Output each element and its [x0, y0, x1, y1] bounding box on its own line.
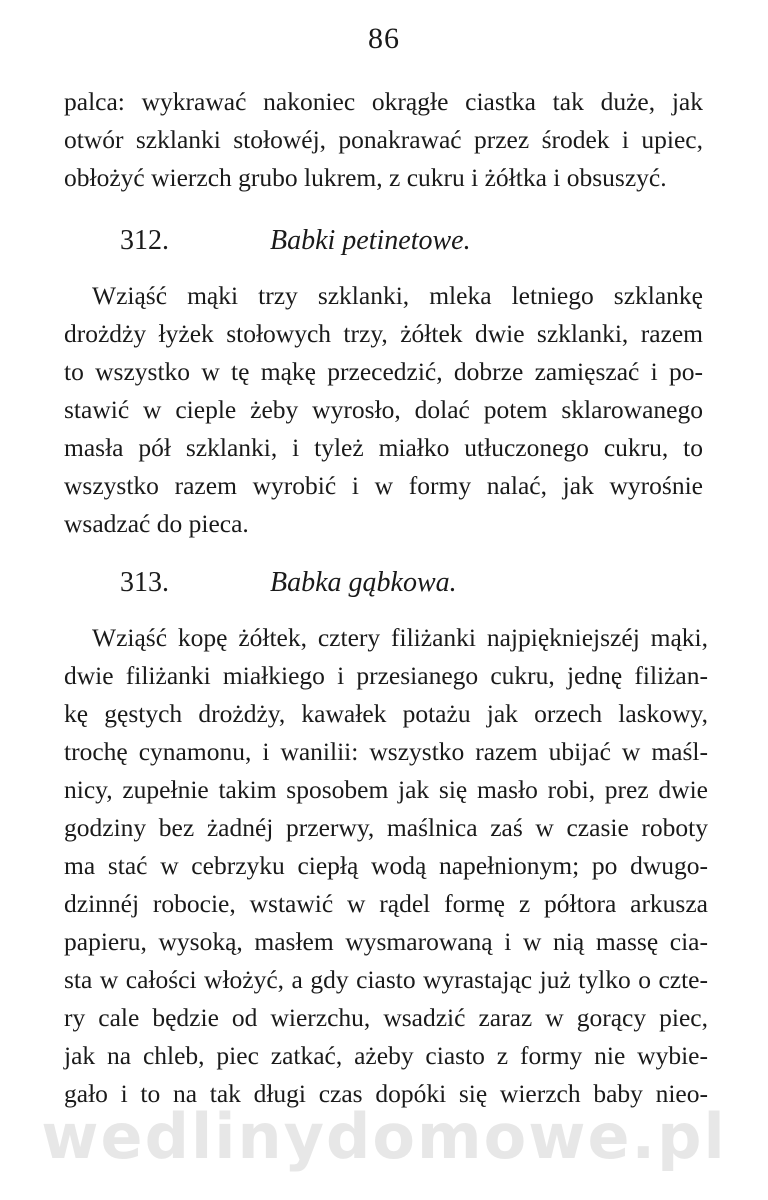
text-line: Wziąść mąki trzy szklanki, mleka letniego szklankę — [92, 281, 703, 310]
text-line: dwie filiżanki miałkiego i przesianego cukru, jednę filiżan- — [64, 661, 708, 690]
text-line: gało i to na tak długi czas dopóki się wierzch baby nieo- — [64, 1079, 708, 1108]
page-number: 86 — [368, 22, 400, 55]
text-line: trochę cynamonu, i wanilii: wszystko razem ubijać w maśl- — [64, 737, 708, 766]
text-line: to wszystko w tę mąkę przecedzić, dobrze zamięszać i po- — [64, 357, 703, 386]
text-line: nicy, zupełnie takim sposobem jak się masło robi, prez dwie — [64, 775, 708, 804]
recipe-heading-312 — [120, 224, 471, 258]
text-line: otwór szklanki stołowéj, ponakrawać przez środek i upiec, — [64, 125, 703, 154]
text-line: ma stać w cebrzyku ciepłą wodą napełnionym; po dwugo- — [64, 851, 708, 880]
text-line: godziny bez żadnéj przerwy, maślnica zaś w czasie roboty — [64, 813, 708, 842]
text-line: ry cale będzie od wierzchu, wsadzić zaraz w gorący piec, — [64, 1003, 708, 1032]
recipe-heading-313 — [120, 566, 457, 600]
text-line: wszystko razem wyrobić i w formy nalać, jak wyrośnie — [64, 471, 703, 500]
recipe-title: Babka gąbkowa. — [270, 567, 457, 598]
text-line: stawić w cieple żeby wyrosło, dolać potem sklarowanego — [64, 395, 703, 424]
text-line: sta w całości włożyć, a gdy ciasto wyrastając już tylko o czte- — [64, 965, 708, 994]
text-line: kę gęstych drożdży, kawałek potażu jak orzech laskowy, — [64, 699, 708, 728]
text-line: jak na chleb, piec zatkać, ażeby ciasto z formy nie wybie- — [64, 1041, 708, 1070]
text-line: drożdży łyżek stołowych trzy, żółtek dwie szklanki, razem — [64, 319, 703, 348]
recipe-number: 313. — [120, 567, 169, 598]
text-line: dzinnéj robocie, wstawić w rądel formę z półtora arkusza — [64, 889, 708, 918]
text-line: wsadzać do pieca. — [64, 509, 249, 538]
text-line: papieru, wysoką, masłem wysmarowaną i w nią massę cia- — [64, 927, 708, 956]
watermark: wedlinydomowe.pl — [41, 1100, 727, 1173]
text-line: masła pół szklanki, i tyleż miałko utłuczonego cukru, to — [64, 433, 703, 462]
text-line: Wziąść kopę żółtek, cztery filiżanki najpiękniejszéj mąki, — [92, 623, 708, 652]
text-line: palca: wykrawać nakoniec okrągłe ciastka tak duże, jak — [64, 87, 703, 116]
recipe-number: 312. — [120, 225, 169, 256]
text-line: obłożyć wierzch grubo lukrem, z cukru i żółtka i obsuszyć. — [64, 163, 667, 192]
recipe-title: Babki petinetowe. — [270, 225, 471, 256]
